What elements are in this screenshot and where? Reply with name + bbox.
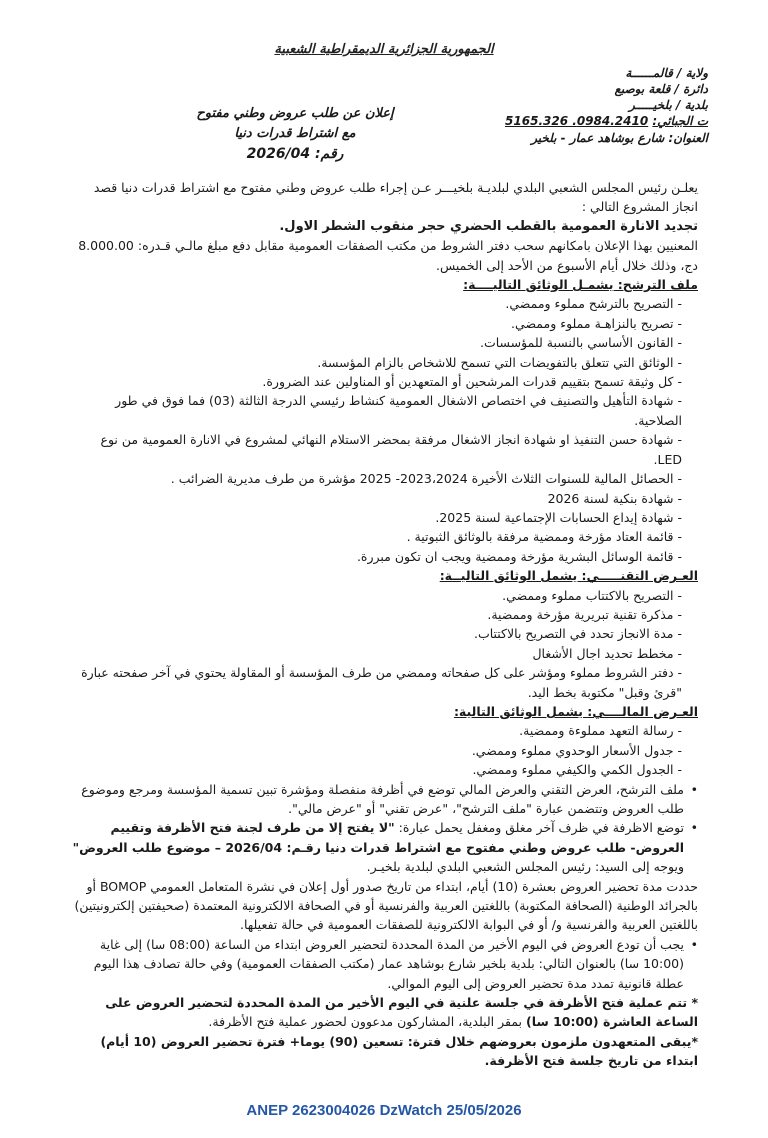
tax-id-line <box>505 114 708 128</box>
candidature-item: - شهادة التأهيل والتصنيف في اختصاص الاشغال العمومية كنشاط رئيسي الدرجة الثالثة (03) فما فوق في طور الصلاحية. <box>70 391 698 430</box>
republic-header: الجمهورية الجزائرية الديمقراطية الشعبية <box>274 42 494 57</box>
outer-envelope-inscription: "لا يفتح إلا من طرف لجنة فتح الأظرفة وتقييم العروض- طلب عروض وطني مفتوح مع اشتراط قدرات دنيا رقـم: 2026/04 – موضوع طلب العروض" <box>72 820 684 855</box>
candidature-item: - القانون الأساسي بالنسبة للمؤسسات. <box>70 333 698 352</box>
opening-session-paragraph <box>70 993 698 1032</box>
publication-reference: ANEP 2623004026 DzWatch 25/05/2026 <box>246 1102 522 1119</box>
baladiya-line: بلدية / بلخيـــــر <box>628 98 708 112</box>
notice-body <box>70 178 698 1071</box>
outer-envelope-bullet <box>70 818 698 876</box>
wilaya-line: ولاية / قالمــــــة <box>625 66 708 80</box>
notice-title: إعلان عن طلب عروض وطني مفتوح <box>196 106 394 121</box>
tax-id-label: ت الجبائي: <box>652 114 708 128</box>
candidature-item: - شهادة حسن التنفيذ او شهادة انجاز الاشغال مرفقة بمحضر الاستلام النهائي لمشروع في الانارة العمومية من نوع LED. <box>70 430 698 469</box>
technical-item: - دفتر الشروط مملوء ومؤشر على كل صفحاته وممضي من طرف المؤسسة أو المقاولة يحتوي في آخر صفحته عبارة "قرئ وقبل" مكتوبة بخط اليد. <box>70 663 698 702</box>
financial-item: - الجدول الكمي والكيفي مملوء وممضي. <box>70 760 698 779</box>
candidature-item: - التصريح بالترشح مملوء وممضي. <box>70 294 698 313</box>
opening-session-rest: بمقر البلدية، المشاركون مدعوون لحضور عملية فتح الأظرفة. <box>208 1014 523 1030</box>
technical-offer-heading: العـرض التقنـــــي: يشمل الوثائق التاليــة: <box>439 568 698 584</box>
financial-offer-heading: العـرض المالــــي: يشمل الوثائق التالية: <box>453 703 698 719</box>
technical-item: - مدة الانجاز تحدد في التصريح بالاكتتاب. <box>70 624 698 643</box>
candidature-item: - كل وثيقة تسمح بتقييم قدرات المرشحين أو المتعهدين أو المناولين عند الضرورة. <box>70 372 698 391</box>
technical-item: - مخطط تحديد اجال الأشغال <box>70 644 698 663</box>
submission-bullet: • يجب أن تودع العروض في اليوم الأخير من المدة المحددة لتحضير العروض ابتداء من الساعة (08:00 سا) إلى غاية (10:00 سا) بالعنوان التالي: بلدية بلخير شارع بوشاهد عمار (مكتب الصفقات العمومية) وفي حالة تصادف هذا اليوم عطلة قانونية تمدد مدة تحضير العروض إلى اليوم الموالي. <box>70 935 698 993</box>
candidature-heading: ملف الترشح: يشمـل الوثائق التاليــــة: <box>463 277 698 293</box>
preparation-duration-paragraph: حددت مدة تحضير العروض بعشرة (10) أيام، ابتداء من تاريخ صدور أول إعلان في نشرة المتعامل العمومي BOMOP أو بالجرائد الوطنية (الصحافة المكتوبة) باللغتين العربية والفرنسية أو في الصحافة الالكترونية المعتمدة (صحيفتين إلكترونيتين) باللغتين العربية والفرنسية و/ أو في البوابة الالكترونية للصفقات العمومية في حالة تفعيلها. <box>74 878 698 933</box>
outer-envelope-text: توضع الاظرفة في ظرف آخر مغلق ومغفل يحمل عبارة: <box>398 820 684 836</box>
address-line: العنوان: شارع بوشاهد عمار - بلخير <box>531 131 708 145</box>
candidature-item: - تصريح بالنزاهـة مملوء وممضي. <box>70 314 698 333</box>
notice-number: رقم: 2026/04 <box>246 146 344 162</box>
candidature-item: - الوثائق التي تتعلق بالتفويضات التي تسمح للاشخاص بالزام المؤسسة. <box>70 353 698 372</box>
specs-withdrawal-paragraph: المعنيين بهذا الإعلان بامكانهم سحب دفتر الشروط من مكتب الصفقات العمومية مقابل دفع مبلغ مالـي قـدره: 8.000.00 دج، وذلك خلال أيام الأسبوع من الأحد إلى الخميس. <box>78 238 698 273</box>
candidature-item: - شهادة بنكية لسنة 2026 <box>70 489 698 508</box>
financial-item: - رسالة التعهد مملوءة وممضية. <box>70 721 698 740</box>
candidature-item: - قائمة الوسائل البشرية مؤرخة وممضية ويجب ان تكون مبررة. <box>70 547 698 566</box>
opening-session-bold: * تتم عملية فتح الأظرفة في جلسة علنية في اليوم الأخير من المدة المحددة لتحضير العروض على الساعة العاشرة (10:00 سا) <box>105 995 698 1030</box>
intro-paragraph: يعلـن رئيس المجلس الشعبي البلدي لبلديـة بلخيـــر عـن إجراء طلب عروض وطني مفتوح مع اشتراط قدرات دنيا قصد انجاز المشروع التالي : <box>93 180 698 215</box>
tax-id-value: 0984.2410. 5165.326 <box>505 114 649 128</box>
financial-item: - جدول الأسعار الوحدوي مملوء وممضي. <box>70 741 698 760</box>
envelopes-bullet: • ملف الترشح، العرض التقني والعرض المالي توضع في أظرفة منفصلة ومؤشرة تبين تسمية المؤسسة ومرجع وموضوع طلب العروض وتتضمن عبارة "ملف الترشح"، "عرض تقني" أو "عرض مالي". <box>70 780 698 819</box>
technical-item: - التصريح بالاكتتاب مملوء وممضي. <box>70 586 698 605</box>
technical-item: - مذكرة تقنية تبريرية مؤرخة وممضية. <box>70 605 698 624</box>
candidature-item: - شهادة إيداع الحسابات الإجتماعية لسنة 2025. <box>70 508 698 527</box>
daira-line: دائرة / قلعة بوصبع <box>614 82 708 96</box>
project-title: تجديد الانارة العمومية بالقطب الحضري حجر منقوب الشطر الاول. <box>279 218 698 234</box>
candidature-item: - قائمة العتاد مؤرخة وممضية مرفقة بالوثائق الثبوتية . <box>70 527 698 546</box>
notice-subtitle: مع اشتراط قدرات دنيا <box>234 126 356 141</box>
candidature-item: - الحصائل المالية للسنوات الثلاث الأخيرة 2023،2024- 2025 مؤشرة من طرف مديرية الضرائب . <box>70 469 698 488</box>
outer-envelope-recipient: ويوجه إلى السيد: رئيس المجلس الشعبي البلدي لبلدية بلخيـر. <box>366 859 684 875</box>
offer-validity-paragraph: *يبقى المتعهدون ملزمون بعروضهم خلال فترة: تسعين (90) يوما+ فترة تحضير العروض (10 أيام) ابتداء من تاريخ جلسة فتح الأظرفة. <box>100 1033 698 1069</box>
